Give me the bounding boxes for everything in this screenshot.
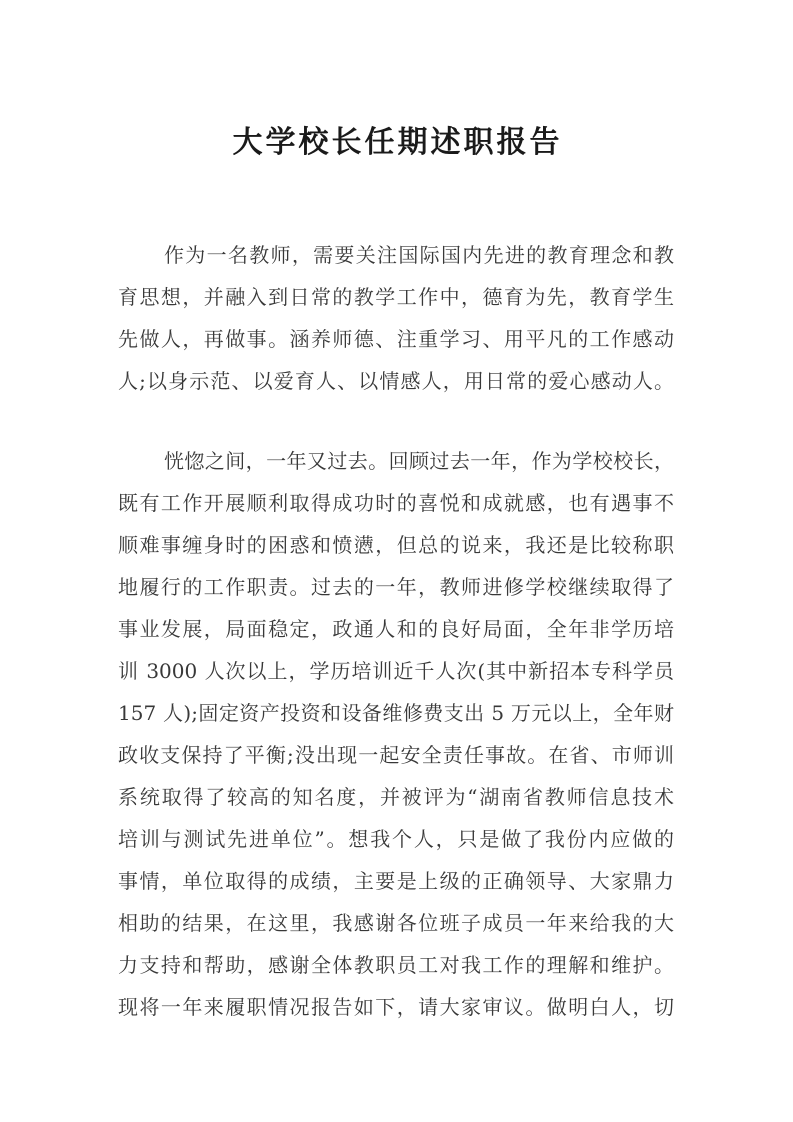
paragraph-line: 157 人);固定资产投资和设备维修费支出 5 万元以上，全年财 [118, 701, 674, 725]
paragraph-line: 系统取得了较高的知名度，并被评为“湖南省教师信息技术 [118, 785, 674, 809]
document-body [118, 234, 674, 1028]
paragraph-line: 事业发展，局面稳定，政通人和的良好局面，全年非学历培 [118, 617, 674, 641]
paragraph [118, 234, 674, 402]
paragraph-line: 先做人，再做事。涵养师德、注重学习、用平凡的工作感动 [118, 327, 674, 351]
paragraph-line: 力支持和帮助，感谢全体教职员工对我工作的理解和维护。 [118, 953, 674, 977]
paragraph-line: 地履行的工作职责。过去的一年，教师进修学校继续取得了 [118, 575, 674, 599]
paragraph-line: 人;以身示范、以爱育人、以情感人，用日常的爱心感动人。 [118, 369, 674, 393]
paragraph-line: 训 3000 人次以上，学历培训近千人次(其中新招本专科学员 [118, 659, 674, 683]
paragraph-line: 育思想，并融入到日常的教学工作中，德育为先，教育学生 [118, 285, 674, 309]
paragraph-line: 事情，单位取得的成绩，主要是上级的正确领导、大家鼎力 [118, 869, 674, 893]
paragraph-line: 培训与测试先进单位”。想我个人，只是做了我份内应做的 [118, 827, 674, 851]
paragraph-line: 政收支保持了平衡;没出现一起安全责任事故。在省、市师训 [118, 743, 674, 767]
paragraph-line: 既有工作开展顺利取得成功时的喜悦和成就感，也有遇事不 [118, 491, 674, 515]
paragraph-line: 恍惚之间，一年又过去。回顾过去一年，作为学校校长， [164, 449, 674, 473]
paragraph [118, 440, 674, 1028]
paragraph-line: 作为一名教师，需要关注国际国内先进的教育理念和教 [164, 243, 674, 267]
document-title: 大学校长任期述职报告 [232, 125, 563, 160]
paragraph-line: 现将一年来履职情况报告如下，请大家审议。做明白人，切 [118, 995, 674, 1019]
paragraph-line: 顺难事缠身时的困惑和愤懑，但总的说来，我还是比较称职 [118, 533, 674, 557]
paragraph-line: 相助的结果，在这里，我感谢各位班子成员一年来给我的大 [118, 911, 674, 935]
document-content [118, 0, 674, 1028]
